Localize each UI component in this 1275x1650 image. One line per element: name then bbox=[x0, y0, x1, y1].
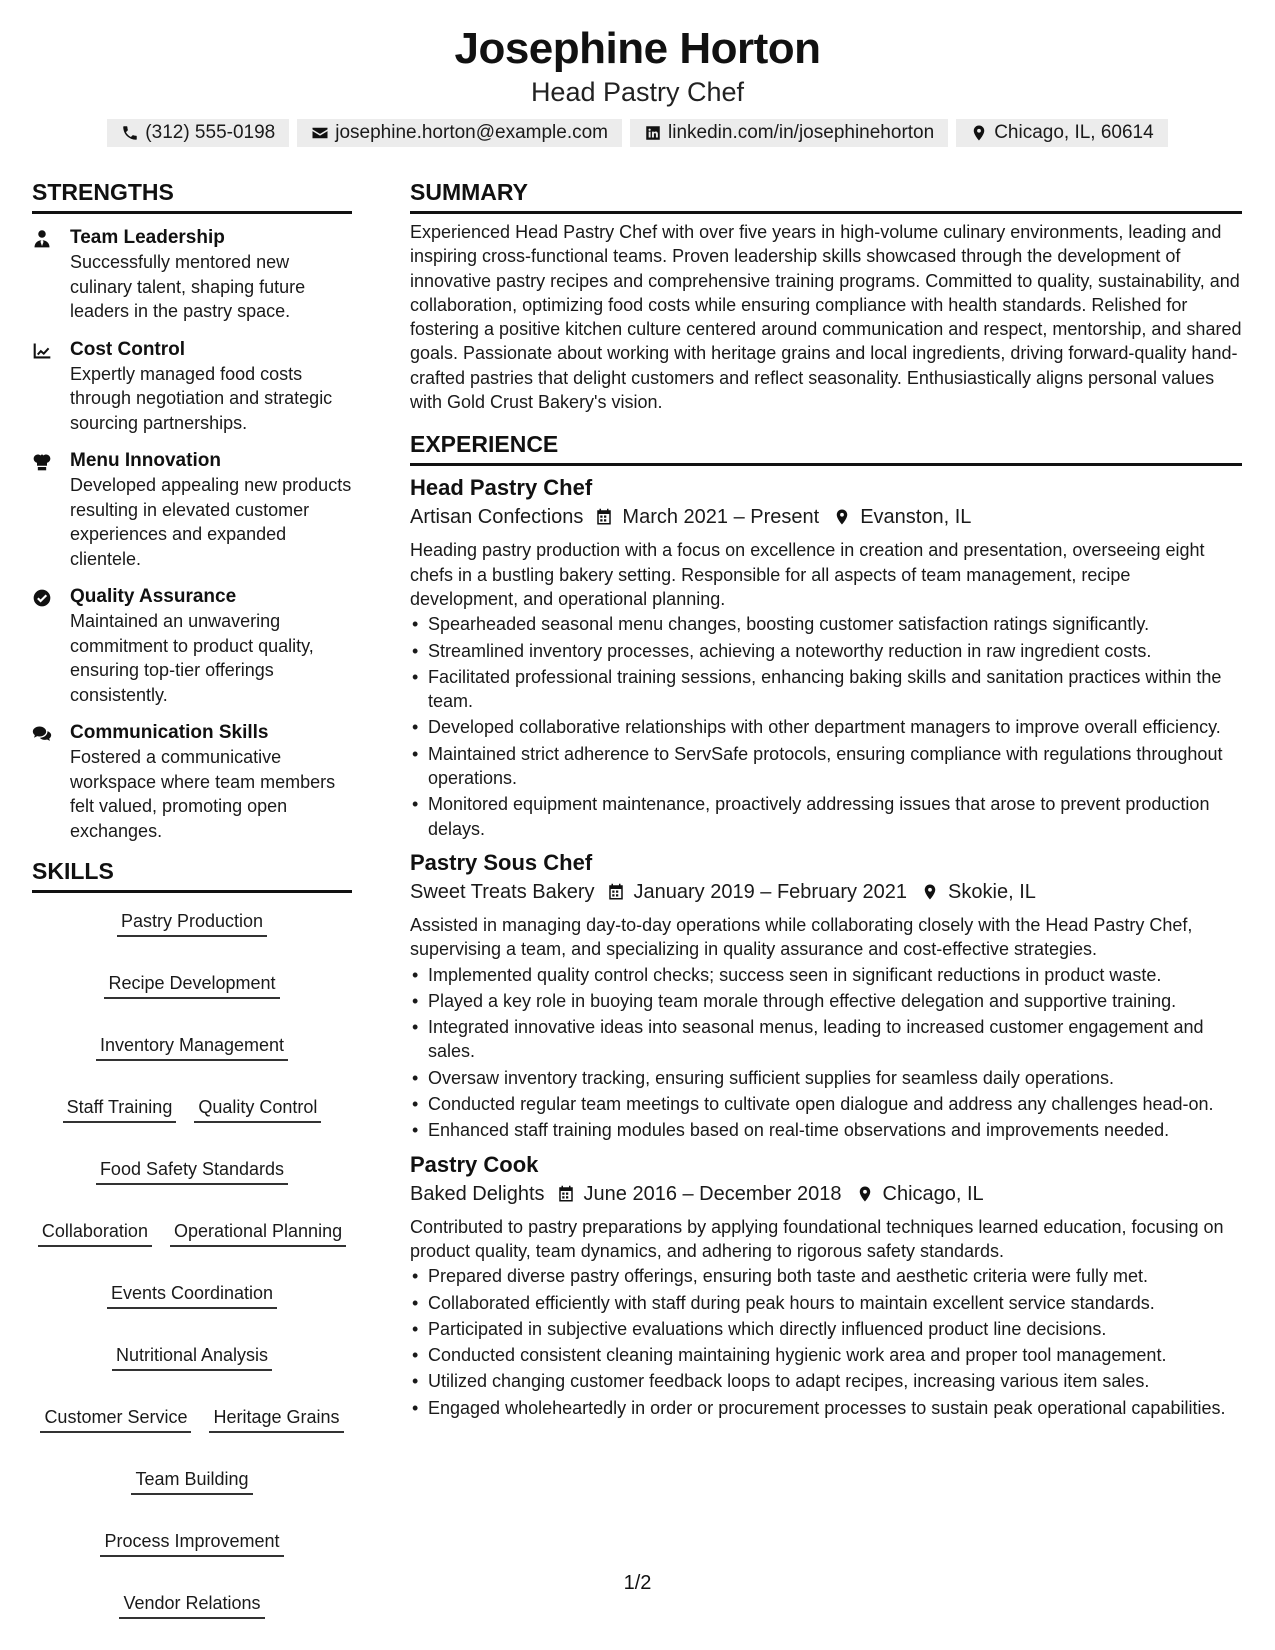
company-name: Baked Delights bbox=[410, 1182, 545, 1205]
job-meta bbox=[410, 503, 1242, 531]
skill-tag: Staff Training bbox=[63, 1095, 177, 1123]
skill-tag: Recipe Development bbox=[104, 971, 279, 999]
strength-item bbox=[32, 338, 352, 436]
job-description: Heading pastry production with a focus on excellence in creation and presentation, overseeing eight chefs in a bustling bakery setting. Responsible for all aspects of team management, recipe development, and operational planning. bbox=[410, 540, 1205, 609]
job-entry bbox=[410, 474, 1242, 841]
bullet-item: • Prepared diverse pastry offerings, ensuring both taste and aesthetic criteria were fully met. bbox=[410, 1264, 1242, 1288]
job-dates: January 2019 – February 2021 bbox=[633, 880, 908, 903]
job-meta bbox=[410, 878, 1242, 906]
strength-item bbox=[32, 449, 352, 571]
company-name: Sweet Treats Bakery bbox=[410, 880, 595, 903]
bullet-item: • Enhanced staff training modules based on real-time observations and improvements needed. bbox=[410, 1118, 1242, 1142]
job-description: Contributed to pastry preparations by applying foundational techniques learned education, focusing on product quality, team dynamics, and adhering to rigorous safety standards. bbox=[410, 1216, 1224, 1261]
resume-header bbox=[0, 22, 1275, 147]
job-title: Pastry Sous Chef bbox=[410, 849, 593, 875]
linkedin-icon bbox=[644, 124, 662, 142]
job-title: Head Pastry Chef bbox=[410, 475, 593, 501]
skill-tag: Food Safety Standards bbox=[96, 1157, 288, 1185]
contact-location bbox=[956, 119, 1168, 147]
bullet-item: • Streamlined inventory processes, achieving a noteworthy reduction in raw ingredient costs. bbox=[410, 639, 1242, 663]
location-pin-icon bbox=[833, 507, 851, 527]
calendar-icon bbox=[557, 1184, 575, 1204]
location-pin-icon bbox=[856, 1184, 874, 1204]
strength-item bbox=[32, 721, 352, 843]
skill-tag: Customer Service bbox=[40, 1405, 191, 1433]
chart-line-icon bbox=[32, 341, 52, 361]
contact-linkedin[interactable] bbox=[630, 119, 948, 147]
contact-email[interactable] bbox=[297, 119, 622, 147]
left-column bbox=[32, 178, 352, 1619]
bullet-item: • Implemented quality control checks; success seen in significant reductions in product waste. bbox=[410, 963, 1242, 987]
email-text: josephine.horton@example.com bbox=[335, 122, 609, 143]
strength-title: Menu Innovation bbox=[70, 450, 221, 471]
job-location: Evanston, IL bbox=[860, 506, 972, 529]
location-pin-icon bbox=[921, 882, 939, 902]
calendar-icon bbox=[607, 882, 625, 902]
strengths-list bbox=[32, 226, 352, 843]
chef-hat-icon bbox=[32, 452, 52, 472]
envelope-icon bbox=[311, 124, 329, 142]
strength-desc: Expertly managed food costs through negotiation and strategic sourcing partnerships. bbox=[70, 363, 333, 433]
strength-item bbox=[32, 226, 352, 324]
contact-bar bbox=[0, 119, 1275, 147]
phone-icon bbox=[121, 124, 139, 142]
skill-tag: Operational Planning bbox=[170, 1219, 346, 1247]
strengths-heading: STRENGTHS bbox=[32, 178, 352, 214]
bullet-item: • Spearheaded seasonal menu changes, boosting customer satisfaction ratings significantly. bbox=[410, 612, 1242, 636]
summary-text: Experienced Head Pastry Chef with over five years in high-volume culinary environments, leading and inspiring cross-functional teams. Proven leadership skills showcased through the development of innovative pastry recipes and comprehensive training programs. Committed to quality, sustainability, and collaboration, optimizing food costs while ensuring compliance with health standards. Relished for fostering a positive kitchen culture centered around communication and respect, mentorship, and shared goals. Passionate about working with heritage grains and local ingredients, driving forward-quality hand-crafted pastries that delight customers and reflect seasonality. Enthusiastically aligns personal values with Gold Crust Bakery's vision. bbox=[410, 222, 1242, 413]
strength-desc: Maintained an unwavering commitment to product quality, ensuring top-tier offerings consistently. bbox=[70, 611, 314, 705]
skill-tag: Vendor Relations bbox=[119, 1591, 264, 1619]
bullet-item: • Engaged wholeheartedly in order or procurement processes to sustain peak operational capabilities. bbox=[410, 1396, 1242, 1420]
skills-list bbox=[32, 909, 352, 1619]
experience-heading: EXPERIENCE bbox=[410, 430, 1242, 466]
skill-tag: Nutritional Analysis bbox=[112, 1343, 272, 1371]
contact-phone[interactable] bbox=[107, 119, 289, 147]
strength-item bbox=[32, 585, 352, 707]
bullet-item: • Participated in subjective evaluations which directly influenced product line decisions. bbox=[410, 1317, 1242, 1341]
bullet-item: • Integrated innovative ideas into seasonal menus, leading to increased customer engagement and sales. bbox=[410, 1015, 1242, 1064]
summary-heading: SUMMARY bbox=[410, 178, 1242, 214]
job-dates: June 2016 – December 2018 bbox=[583, 1182, 842, 1205]
strength-title: Team Leadership bbox=[70, 227, 225, 248]
right-column bbox=[410, 178, 1242, 1422]
bullet-item: • Monitored equipment maintenance, proactively addressing issues that arose to prevent production delays. bbox=[410, 792, 1242, 841]
bullet-item: • Maintained strict adherence to ServSafe protocols, ensuring compliance with regulations throughout operations. bbox=[410, 742, 1242, 791]
skills-heading: SKILLS bbox=[32, 857, 352, 893]
strength-title: Quality Assurance bbox=[70, 586, 237, 607]
skill-tag: Process Improvement bbox=[100, 1529, 283, 1557]
job-entry bbox=[410, 1151, 1242, 1420]
location-pin-icon bbox=[970, 124, 988, 142]
bullet-item: • Conducted regular team meetings to cultivate open dialogue and address any challenges head-on. bbox=[410, 1092, 1242, 1116]
user-tie-icon bbox=[32, 229, 52, 249]
job-location: Chicago, IL bbox=[882, 1182, 984, 1205]
skill-tag: Heritage Grains bbox=[209, 1405, 343, 1433]
strength-desc: Developed appealing new products resulting in elevated customer experiences and expanded clientele. bbox=[70, 475, 352, 569]
strength-desc: Successfully mentored new culinary talent, shaping future leaders in the pastry space. bbox=[70, 252, 306, 321]
bullet-item: • Played a key role in buoying team morale through effective delegation and supportive training. bbox=[410, 989, 1242, 1013]
page-number: 1/2 bbox=[623, 1572, 652, 1594]
calendar-icon bbox=[595, 507, 613, 527]
job-meta bbox=[410, 1180, 1242, 1208]
candidate-title: Head Pastry Chef bbox=[530, 77, 745, 107]
job-location: Skokie, IL bbox=[948, 880, 1036, 903]
skill-tag: Collaboration bbox=[38, 1219, 152, 1247]
strength-desc: Fostered a communicative workspace where team members felt valued, promoting open exchanges. bbox=[70, 747, 336, 841]
comments-icon bbox=[32, 724, 52, 744]
skill-tag: Events Coordination bbox=[107, 1281, 277, 1309]
check-circle-icon bbox=[32, 588, 52, 608]
bullet-item: • Developed collaborative relationships with other department managers to improve overall efficiency. bbox=[410, 715, 1242, 739]
skill-tag: Pastry Production bbox=[117, 909, 267, 937]
candidate-name: Josephine Horton bbox=[454, 24, 821, 73]
bullet-item: • Utilized changing customer feedback loops to adapt recipes, increasing various item sales. bbox=[410, 1369, 1242, 1393]
phone-text: (312) 555-0198 bbox=[145, 122, 276, 143]
job-bullets bbox=[410, 963, 1242, 1143]
skill-tag: Inventory Management bbox=[96, 1033, 288, 1061]
job-bullets bbox=[410, 1264, 1242, 1420]
job-description: Assisted in managing day-to-day operations while collaborating closely with the Head Pastry Chef, supervising a team, and specializing in quality assurance and cost-effective strategies. bbox=[410, 914, 1193, 960]
job-entry bbox=[410, 849, 1242, 1143]
job-bullets bbox=[410, 612, 1242, 841]
skill-tag: Quality Control bbox=[194, 1095, 321, 1123]
strength-title: Cost Control bbox=[70, 338, 186, 360]
company-name: Artisan Confections bbox=[410, 506, 584, 529]
bullet-item: • Collaborated efficiently with staff during peak hours to maintain excellent service standards. bbox=[410, 1291, 1242, 1315]
strength-title: Communication Skills bbox=[70, 722, 269, 743]
job-title: Pastry Cook bbox=[410, 1151, 539, 1177]
bullet-item: • Facilitated professional training sessions, enhancing baking skills and sanitation practices within the team. bbox=[410, 665, 1242, 714]
job-dates: March 2021 – Present bbox=[622, 506, 820, 529]
bullet-item: • Oversaw inventory tracking, ensuring sufficient supplies for seamless daily operations. bbox=[410, 1066, 1242, 1090]
linkedin-text: linkedin.com/in/josephinehorton bbox=[668, 122, 935, 143]
bullet-item: • Conducted consistent cleaning maintaining hygienic work area and proper tool management. bbox=[410, 1343, 1242, 1367]
location-text: Chicago, IL, 60614 bbox=[994, 122, 1154, 143]
skill-tag: Team Building bbox=[131, 1467, 252, 1495]
